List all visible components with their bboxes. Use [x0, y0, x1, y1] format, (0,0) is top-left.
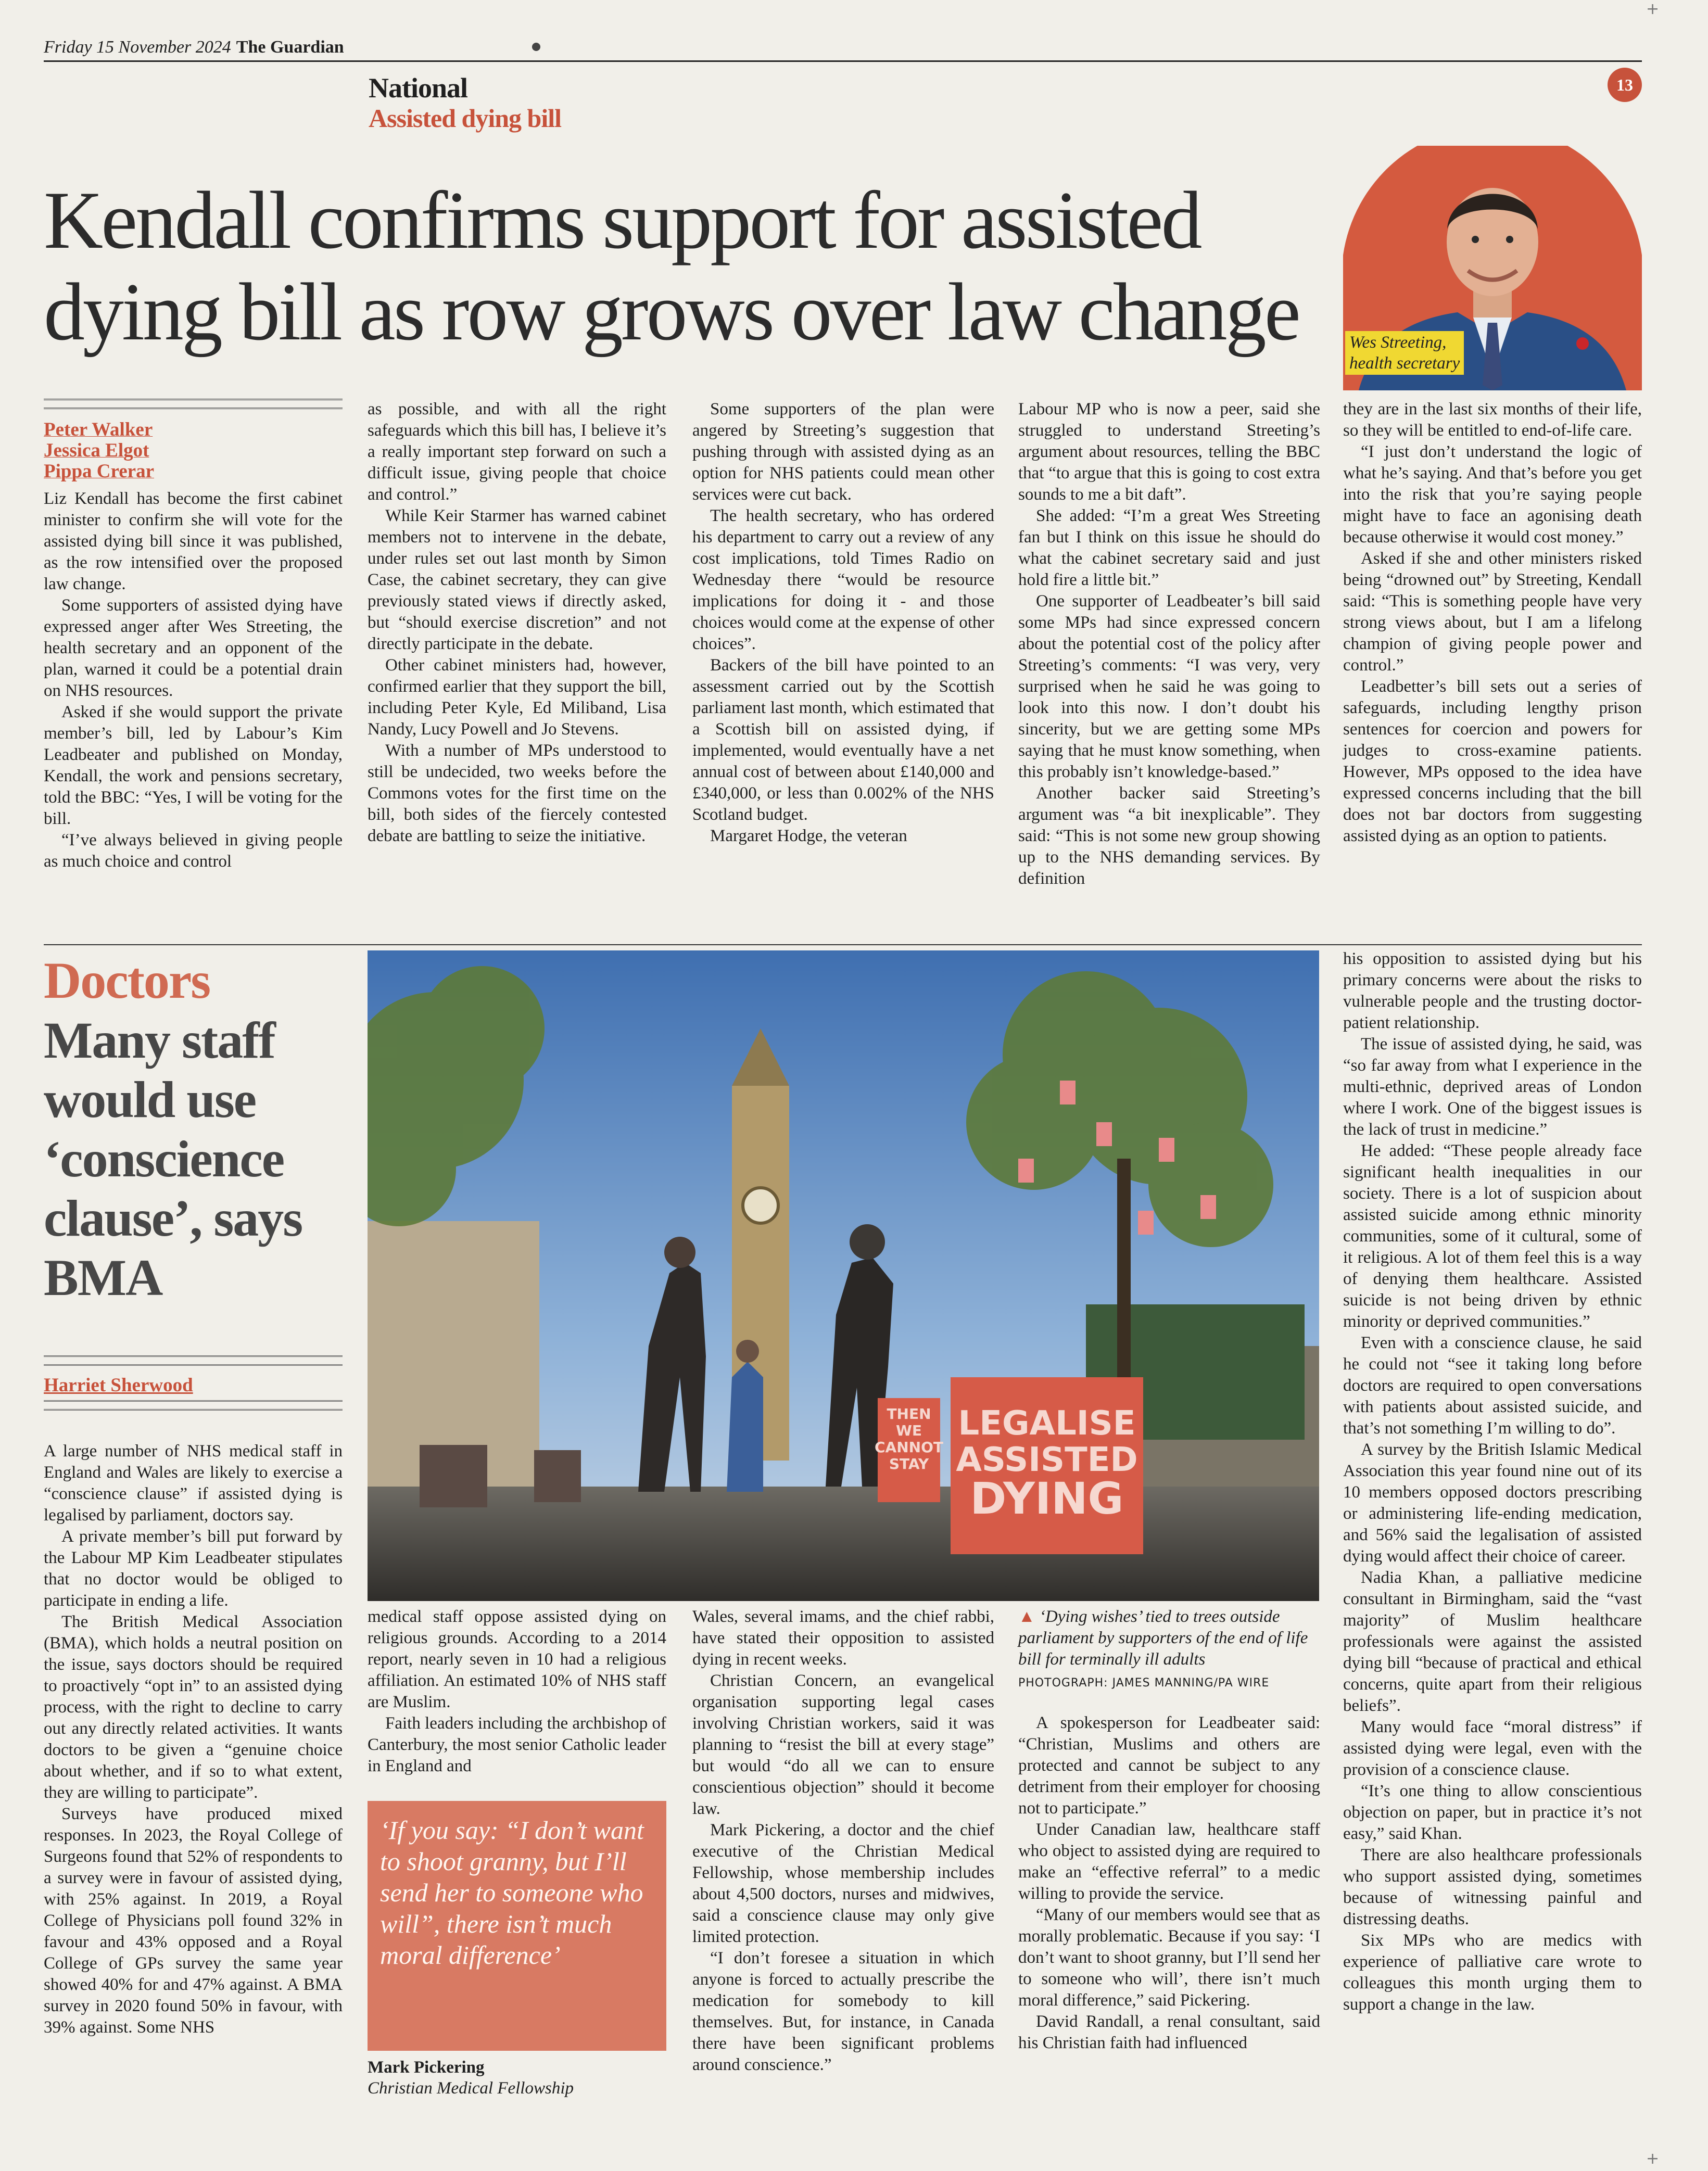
story-kicker: Doctors: [44, 951, 210, 1009]
paragraph: Asked if she would support the private member’s bill, led by Labour’s Kim Leadbeater and published on Monday, Kendall, the work and pensions secretary, told the BBC: “Yes, I will be voting for the bill.: [44, 703, 343, 828]
dateline: [44, 37, 344, 57]
lead-column-4: [1018, 399, 1320, 890]
paragraph: Asked if she and other ministers risked being “drowned out” by Streeting, Kendall said: “This is something people have very strong views about, but I am a lifelong champion of giving people power and control.”: [1343, 549, 1642, 675]
paragraph: Liz Kendall has become the first cabinet minister to confirm she will vote for the assisted dying bill since it was published, as the row intensified over the proposed law change.: [44, 489, 343, 593]
sign-line: THEN: [887, 1405, 931, 1423]
byline-rule: [44, 1355, 343, 1366]
lead-column-3: [692, 399, 994, 847]
publication-name: The Guardian: [236, 37, 344, 57]
paragraph: Backers of the bill have pointed to an assessment carried out by the Scottish parliament last month, which estimated that a Scottish bill on assisted dying, if implemented, would eventually have a net annual cost of between about £140,000 and £340,000, or less than 0.002% of the NHS Scotland budget.: [692, 656, 994, 824]
pull-quote-text: ‘If you say: “I don’t want to shoot granny, but I’ll send her to someone who will”, there isn’t much moral difference’: [380, 1815, 644, 1970]
portrait-caption: [1345, 331, 1464, 375]
paragraph: his opposition to assisted dying but his primary concerns were about the risks to vulnerable people and the trusting doctor-patient relationship.: [1343, 949, 1642, 1032]
paragraph: medical staff oppose assisted dying on religious grounds. According to a 2014 report, nearly seven in 10 had a religious affiliation. An estimated 10% of NHS staff are Muslim.: [368, 1607, 666, 1711]
doctors-column-2: [368, 1606, 666, 1777]
paragraph: Wales, several imams, and the chief rabbi, have stated their opposition to assisted dying in recent weeks.: [692, 1607, 994, 1669]
registration-mark-icon: +: [1646, 0, 1660, 18]
lead-headline: Kendall confirms support for assisted dying bill as row grows over law change: [44, 175, 1299, 358]
secondary-byline: Harriet Sherwood: [44, 1375, 193, 1396]
paragraph: Other cabinet ministers had, however, confirmed earlier that they support the bill, including Peter Kyle, Ed Miliband, Lisa Nandy, Lucy Powell and Jo Stevens.: [368, 656, 666, 739]
paragraph: He added: “These people already face significant health inequalities in our society. There is a lot of suspicion about assisted suicide among ethnic minority communities, some of it cultural, some of it religious. A lot of them feel this is a way of denying them healthcare. Assisted suicide is not being driven by ethnic minority or deprived communities.”: [1343, 1141, 1642, 1331]
paragraph: Labour MP who is now a peer, said she struggled to understand Streeting’s argument about resources, telling the BBC that “to argue that this is going to cost extra sounds to me a bit daft”.: [1018, 400, 1320, 504]
sign-line: DYING: [970, 1473, 1124, 1524]
byline-rule: [44, 399, 343, 409]
issue-date: Friday 15 November 2024: [44, 37, 231, 57]
paragraph: One supporter of Leadbeater’s bill said some MPs had since expressed concern about the potential cost of the policy after Streeting’s comments: “I was very, very surprised when he said he was going to look into this now. I don’t doubt his sincerity, but we are getting some MPs saying that he must know something, when this probably isn’t knowledge-based.”: [1018, 592, 1320, 781]
paragraph: Leadbetter’s bill sets out a series of safeguards, including lengthy prison sentences for coercion and powers for judges to cross-examine patients. However, MPs opposed to the idea have expressed concerns including that the bill does not bar doctors from suggesting assisted dying as an option to patients.: [1343, 677, 1642, 845]
lead-column-5: [1343, 399, 1642, 847]
secondary-headline: Many staff would use ‘conscience clause’, says BMA: [44, 1011, 302, 1306]
paragraph: Nadia Khan, a palliative medicine consultant in Birmingham, said the “vast majority” of Muslim healthcare professionals were against the assisted dying bill “because of practical and ethical concerns, quite apart from their religious beliefs”.: [1343, 1568, 1642, 1715]
subsection-label: Assisted dying bill: [369, 104, 562, 133]
masthead-rule: [44, 60, 1642, 62]
page-number-badge: 13: [1608, 68, 1642, 102]
paragraph: With a number of MPs understood to still be undecided, two weeks before the Commons votes for the first time on the bill, both sides of the fiercely contested debate are battling to seize the initiative.: [368, 741, 666, 845]
pull-quote-attribution: Mark Pickering: [368, 2058, 485, 2077]
caption-triangle-icon: ▲: [1018, 1607, 1040, 1626]
pull-quote-box: [368, 1801, 666, 2051]
paragraph: Six MPs who are medics with experience of palliative care wrote to colleagues this month urging them to support a change in the law.: [1343, 1931, 1642, 2014]
paragraph: She added: “I’m a great Wes Streeting fan but I think on this issue he should do what the cabinet secretary said and just hold fire a little bit.”: [1018, 506, 1320, 589]
registration-mark-icon: +: [1646, 2150, 1660, 2168]
paragraph: While Keir Starmer has warned cabinet members not to intervene in the debate, under rules set out last month by Simon Case, the cabinet secretary, they can give previously stated views if directly asked, but “should exercise discretion” and not directly participate in the debate.: [368, 506, 666, 653]
author-name: Jessica Elgot: [44, 440, 149, 461]
byline-rule: [44, 1400, 343, 1411]
paragraph: Mark Pickering, a doctor and the chief executive of the Christian Medical Fellowship, whose membership includes about 4,500 doctors, nurses and midwives, said a conscience clause may only give limited protection.: [692, 1821, 994, 1946]
section-label: National: [369, 72, 468, 104]
sign-line: LEGALISE: [958, 1404, 1136, 1443]
paragraph: A survey by the British Islamic Medical Association this year found nine out of its 10 members opposed doctors prescribing or administering life-ending medication, and 56% said the legalisation of assisted dying would affect their choice of career.: [1343, 1440, 1642, 1566]
doctors-column-5: [1343, 948, 1642, 2015]
paragraph: A large number of NHS medical staff in England and Wales are likely to exercise a “conscience clause” if assisted dying is legalised by parliament, doctors say.: [44, 1442, 343, 1525]
paragraph: “I just don’t understand the logic of what he’s saying. And that’s before you get into the risk that you’re saying people might have to face an agonising death because otherwise it would cost money.”: [1343, 442, 1642, 547]
paragraph: Another backer said Streeting’s argument was “a bit inexplicable”. They said: “This is not some new group showing up to the NHS demanding services. By definition: [1018, 784, 1320, 888]
paragraph: A spokesperson for Leadbeater said: “Christian, Muslims and others are protected and cannot be subject to any detriment from their employer for choosing not to participate.”: [1018, 1713, 1320, 1818]
paragraph: Many would face “moral distress” if assisted dying were legal, even with the provision of a conscience clause.: [1343, 1718, 1642, 1779]
author-name: Peter Walker: [44, 419, 153, 440]
paragraph: A private member’s bill put forward by the Labour MP Kim Leadbeater stipulates that no doctor would be obliged to participate in ending a life.: [44, 1527, 343, 1610]
paragraph: The health secretary, who has ordered his department to carry out a review of any cost implications, told Times Radio on Wednesday there “would be resource implications for doing it - and those choices would come at the expense of other choices”.: [692, 506, 994, 653]
paragraph: The issue of assisted dying, he said, was “so far away from what I experience in the multi-ethnic, deprived areas of London where I work. One of the biggest issues is the lack of trust in medicine.”: [1343, 1035, 1642, 1139]
paragraph: Surveys have produced mixed responses. In 2023, the Royal College of Surgeons found that 52% of respondents to a survey were in favour of assisted dying, with 25% against. In 2019, a Royal College of Physicians poll found 32% in favour and 43% opposed and a Royal College of GPs survey the same year showed 40% for and 47% against. A BMA survey in 2020 found 50% in favour, with 39% against. Some NHS: [44, 1805, 343, 2037]
pull-quote-organisation: Christian Medical Fellowship: [368, 2079, 574, 2098]
paragraph: David Randall, a renal consultant, said his Christian faith had influenced: [1018, 2012, 1320, 2052]
paragraph: Christian Concern, an evangelical organisation supporting legal cases involving Christian workers, said it was planning to “resist the bill at every stage” but would “do all we can to ensure conscientious objection” should it become law.: [692, 1671, 994, 1818]
paragraph: “It’s one thing to allow conscientious objection on paper, but in practice it’s not easy,” said Khan.: [1343, 1782, 1642, 1843]
doctors-column-4: [1018, 1712, 1320, 2054]
paragraph: Even with a conscience clause, he said he could not “see it taking long before doctors are required to open conversations with patients about assisted suicide, and that’s not something I’m willing to do”.: [1343, 1334, 1642, 1438]
paragraph: Faith leaders including the archbishop of Canterbury, the most senior Catholic leader in England and: [368, 1714, 666, 1775]
sign-line: STAY: [889, 1455, 929, 1472]
lead-column-1: [44, 488, 343, 872]
paragraph: There are also healthcare professionals who support assisted dying, sometimes because of witnessing painful and distressing deaths.: [1343, 1846, 1642, 1928]
doctors-column-3: [692, 1606, 994, 2076]
lead-byline: [44, 420, 154, 482]
photo-credit: PHOTOGRAPH: JAMES MANNING/PA WIRE: [1018, 1677, 1270, 1690]
paragraph: “Many of our members would see that as morally problematic. Because if you say: ‘I don’t want to shoot granny, but I’ll send her to someone who will’, there isn’t much moral difference,” said Pickering.: [1018, 1906, 1320, 2010]
sign-line: CANNOT: [875, 1439, 943, 1456]
paragraph: Some supporters of assisted dying have expressed anger after Wes Streeting, the health secretary and an opponent of the plan, warned it could be a potential drain on NHS resources.: [44, 596, 343, 700]
paragraph: Some supporters of the plan were angered by Streeting’s suggestion that pushing through with assisted dying as an option for NHS patients could mean other services were cut back.: [692, 400, 994, 504]
photo-caption: [1018, 1606, 1320, 1694]
paragraph: Margaret Hodge, the veteran: [710, 827, 907, 845]
sign-line: WE: [895, 1422, 922, 1439]
paragraph: as possible, and with all the right safeguards which this bill has, I believe it’s a really important step forward on such a difficult issue, giving people that choice and control.”: [368, 400, 666, 504]
lead-column-2: [368, 399, 666, 847]
photo-westminster-image: [368, 950, 1319, 1601]
main-photo: [368, 950, 1319, 1601]
doctors-column-1: [44, 1441, 343, 2038]
paragraph: The British Medical Association (BMA), which holds a neutral position on the issue, says doctors should be required to proactively “opt in” to an assisted dying process, with the right to decline to carry out any directly related activities. It wants doctors to be given a “genuine choice about whether, and if so to what extent, they are willing to participate”.: [44, 1613, 343, 1802]
paragraph: “I’ve always believed in giving people as much choice and control: [44, 831, 343, 871]
story-divider: [44, 944, 1642, 945]
paragraph: they are in the last six months of their life, so they will be entitled to end-of-life care.: [1343, 400, 1642, 440]
paragraph: Under Canadian law, healthcare staff who object to assisted dying are required to make an “effective referral” to a medic willing to provide the service.: [1018, 1820, 1320, 1903]
portrait-caption-name: Wes Streeting,: [1349, 333, 1447, 352]
paragraph: “I don’t foresee a situation in which anyone is forced to actually prescribe the medication for somebody to kill themselves. But, for instance, in Canada there have been significant problems around conscience.”: [692, 1949, 994, 2074]
photo-caption-text: ‘Dying wishes’ tied to trees outside parliament by supporters of the end of life bill for terminally ill adults: [1018, 1607, 1308, 1669]
sign-line: ASSISTED: [956, 1441, 1138, 1479]
portrait-caption-role: health secretary: [1349, 354, 1460, 373]
author-name: Pippa Crerar: [44, 461, 155, 482]
masthead-dot: [532, 43, 540, 51]
